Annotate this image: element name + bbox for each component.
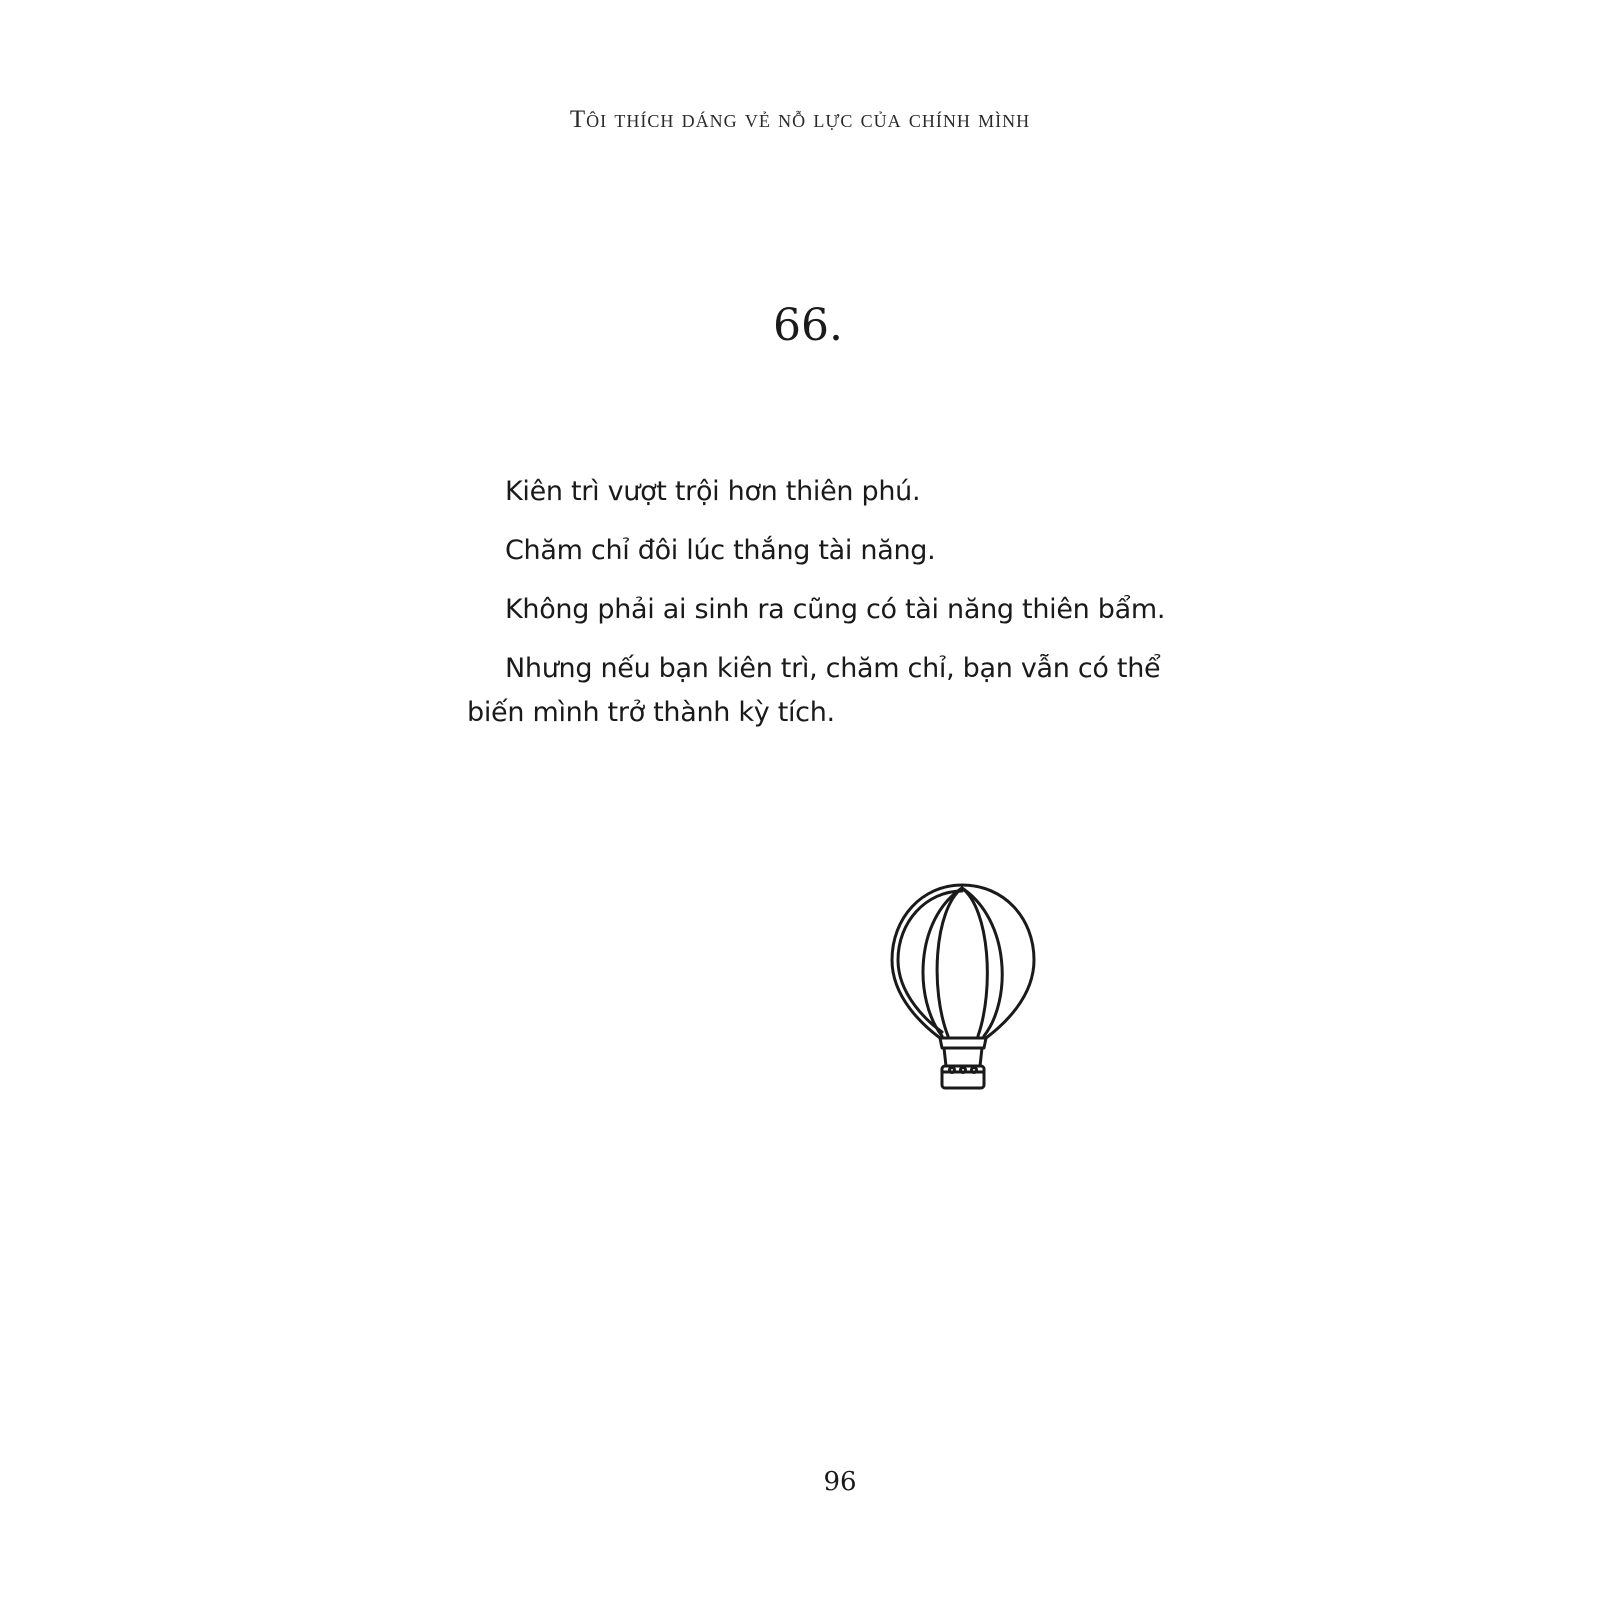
paragraph: Kiên trì vượt trội hơn thiên phú. xyxy=(505,476,921,507)
hot-air-balloon-icon xyxy=(884,880,1044,1092)
page-number: 96 xyxy=(823,1467,857,1497)
paragraph: Nhưng nếu bạn kiên trì, chăm chỉ, bạn vẫn có thể biến mình trở thành kỳ tích. xyxy=(467,653,1161,728)
chapter-number: 66. xyxy=(773,300,843,351)
running-header: Tôi thích dáng vẻ nỗ lực của chính mình xyxy=(569,106,1031,133)
paragraph: Không phải ai sinh ra cũng có tài năng thiên bẩm. xyxy=(505,594,1166,625)
body-text xyxy=(467,470,1187,750)
paragraph: Chăm chỉ đôi lúc thắng tài năng. xyxy=(505,535,936,566)
